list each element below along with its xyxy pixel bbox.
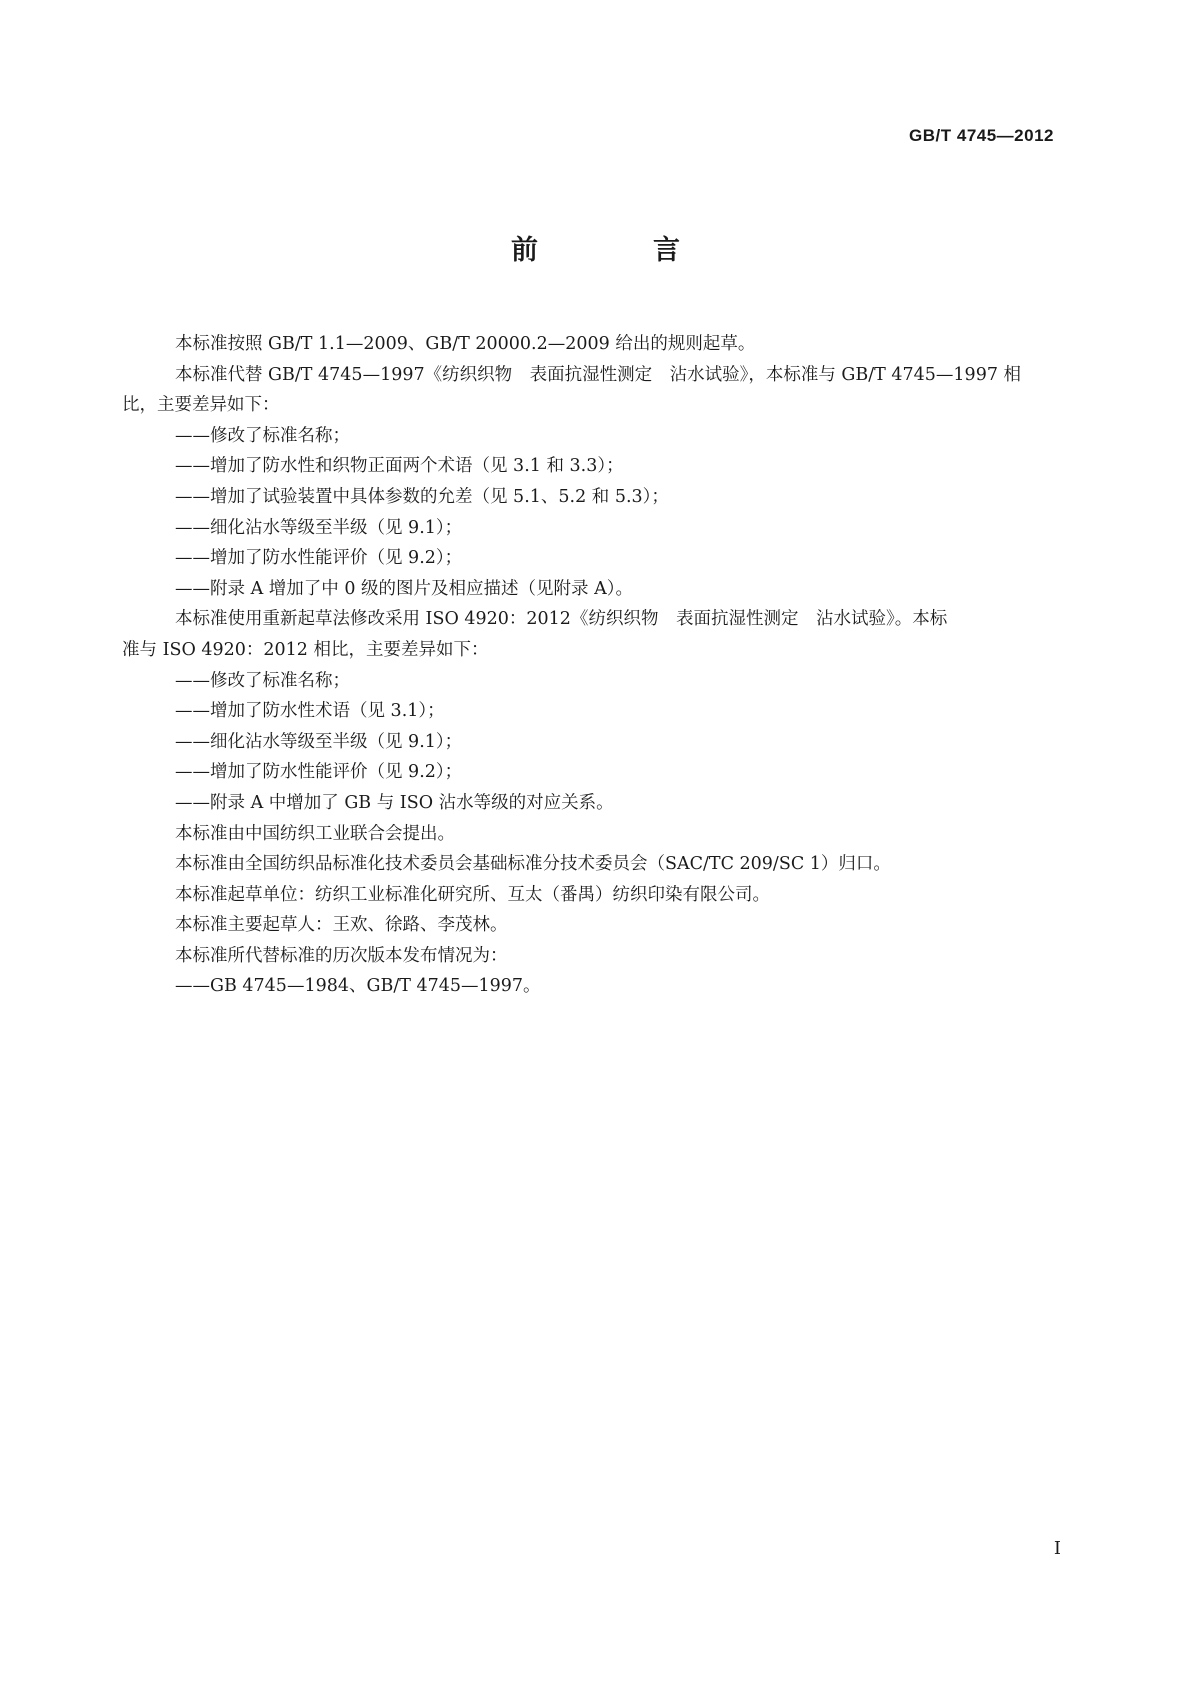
- list-item: ——增加了试验装置中具体参数的允差（见 5.1、5.2 和 5.3）；: [175, 486, 669, 507]
- paragraph-replacement: 本标准代替 GB/T 4745—1997《纺织织物 表面抗湿性测定 沾水试验》，本标准与 GB/T 4745—1997 相: [175, 364, 1022, 385]
- list-item: ——附录 A 中增加了 GB 与 ISO 沾水等级的对应关系。: [175, 792, 614, 813]
- list-item: ——增加了防水性能评价（见 9.2）；: [175, 762, 463, 783]
- paragraph-iso-adoption: 本标准使用重新起草法修改采用 ISO 4920：2012《纺织织物 表面抗湿性测定 沾水试验》。本标: [175, 609, 948, 630]
- paragraph-previous-editions: 本标准所代替标准的历次版本发布情况为：: [175, 945, 508, 966]
- list-item: ——增加了防水性和织物正面两个术语（见 3.1 和 3.3）；: [175, 456, 624, 477]
- paragraph-proposer: 本标准由中国纺织工业联合会提出。: [175, 823, 455, 844]
- list-item: ——修改了标准名称；: [175, 670, 350, 691]
- paragraph-drafting-rules: 本标准按照 GB/T 1.1—2009、GB/T 20000.2—2009 给出的规则起草。: [175, 334, 756, 354]
- list-item: ——细化沾水等级至半级（见 9.1）；: [175, 731, 463, 752]
- paragraph-responsible-committee: 本标准由全国纺织品标准化技术委员会基础标准分技术委员会（SAC/TC 209/SC 1）归口。: [175, 854, 891, 875]
- list-item: ——修改了标准名称；: [175, 425, 350, 446]
- list-item: ——附录 A 增加了中 0 级的图片及相应描述（见附录 A）。: [175, 578, 633, 599]
- list-item: ——细化沾水等级至半级（见 9.1）；: [175, 517, 463, 538]
- list-item: ——增加了防水性能评价（见 9.2）；: [175, 548, 463, 569]
- page-number: I: [1053, 1538, 1061, 1559]
- paragraph-replacement-continued: 比，主要差异如下：: [122, 395, 280, 416]
- paragraph-drafting-organizations: 本标准起草单位：纺织工业标准化研究所、互太（番禺）纺织印染有限公司。: [175, 884, 770, 905]
- standard-code: GB/T 4745—2012: [909, 126, 1054, 145]
- list-item: ——GB 4745—1984、GB/T 4745—1997。: [175, 976, 541, 997]
- paragraph-drafters: 本标准主要起草人：王欢、徐路、李茂林。: [175, 915, 508, 936]
- list-item: ——增加了防水性术语（见 3.1）；: [175, 701, 445, 722]
- page-title: 前 言: [511, 235, 724, 266]
- foreword-body: [122, 329, 1068, 1002]
- paragraph-iso-adoption-continued: 准与 ISO 4920：2012 相比，主要差异如下：: [122, 639, 489, 660]
